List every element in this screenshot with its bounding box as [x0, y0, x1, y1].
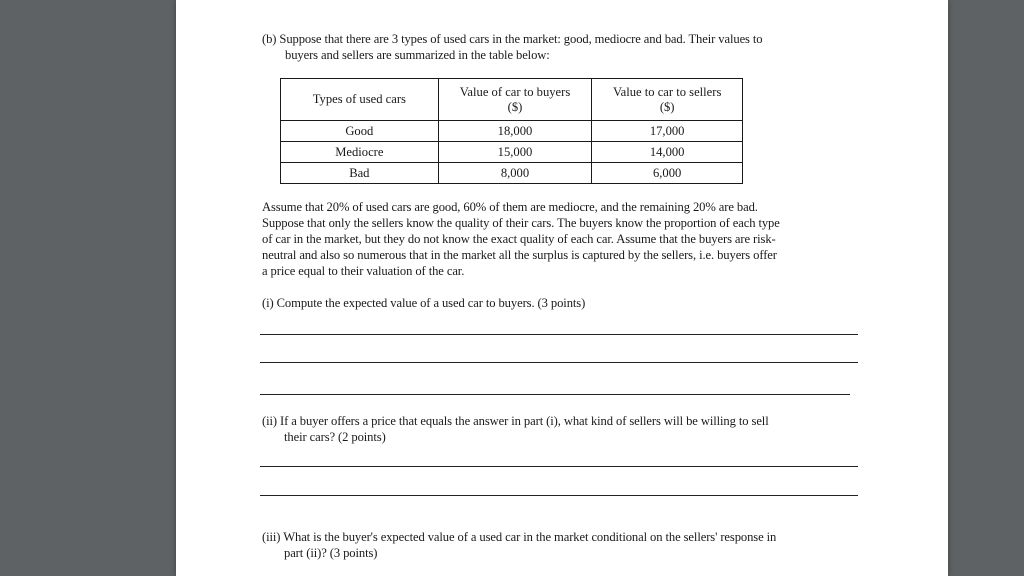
cell-car-type: Good — [281, 121, 439, 142]
table-row — [281, 121, 743, 142]
answer-line[interactable] — [260, 394, 850, 395]
cell-buyer-value: 18,000 — [438, 121, 592, 142]
assumption-line: Suppose that only the sellers know the quality of their cars. The buyers know the proportion of each type — [262, 216, 780, 230]
header-car-type — [281, 79, 439, 121]
car-values-table — [280, 78, 743, 184]
assumption-line: of car in the market, but they do not know the exact quality of each car. Assume that the buyers are risk- — [262, 232, 776, 246]
cell-seller-value: 14,000 — [592, 142, 743, 163]
header-line: ($) — [659, 99, 675, 114]
answer-line[interactable] — [260, 334, 858, 335]
question-2-line-1: (ii) If a buyer offers a price that equals the answer in part (i), what kind of sellers will be willing to sell — [262, 414, 769, 428]
table-header-row — [281, 79, 743, 121]
intro-line-2: buyers and sellers are summarized in the table below: — [285, 48, 550, 62]
assumption-line: Assume that 20% of used cars are good, 60% of them are mediocre, and the remaining 20% are bad. — [262, 200, 758, 214]
answer-line[interactable] — [260, 466, 858, 467]
assumption-line: neutral and also so numerous that in the market all the surplus is captured by the sellers, i.e. buyers offer — [262, 248, 777, 262]
cell-seller-value: 6,000 — [592, 163, 743, 184]
cell-buyer-value: 8,000 — [438, 163, 592, 184]
cell-seller-value: 17,000 — [592, 121, 743, 142]
header-line: Value to car to sellers — [612, 84, 722, 99]
intro-line-1: (b) Suppose that there are 3 types of used cars in the market: good, mediocre and bad. Their values to — [262, 32, 763, 46]
header-seller-value — [592, 79, 743, 121]
answer-line[interactable] — [260, 362, 858, 363]
header-line: ($) — [507, 99, 523, 114]
assumption-line: a price equal to their valuation of the car. — [262, 264, 465, 278]
question-1: (i) Compute the expected value of a used car to buyers. (3 points) — [262, 296, 586, 310]
assumption-paragraph — [262, 199, 780, 279]
question-3-line-1: (iii) What is the buyer's expected value of a used car in the market conditional on the sellers' response in — [262, 530, 777, 544]
table-row — [281, 142, 743, 163]
answer-line[interactable] — [260, 495, 858, 496]
cell-buyer-value: 15,000 — [438, 142, 592, 163]
question-2-line-2: their cars? (2 points) — [284, 430, 386, 444]
table-row — [281, 163, 743, 184]
header-buyer-value — [438, 79, 592, 121]
question-3-line-2: part (ii)? (3 points) — [284, 546, 378, 560]
document-page — [176, 0, 948, 576]
header-line: Value of car to buyers — [459, 84, 571, 99]
header-line: Types of used cars — [312, 92, 406, 106]
cell-car-type: Bad — [281, 163, 439, 184]
cell-car-type: Mediocre — [281, 142, 439, 163]
